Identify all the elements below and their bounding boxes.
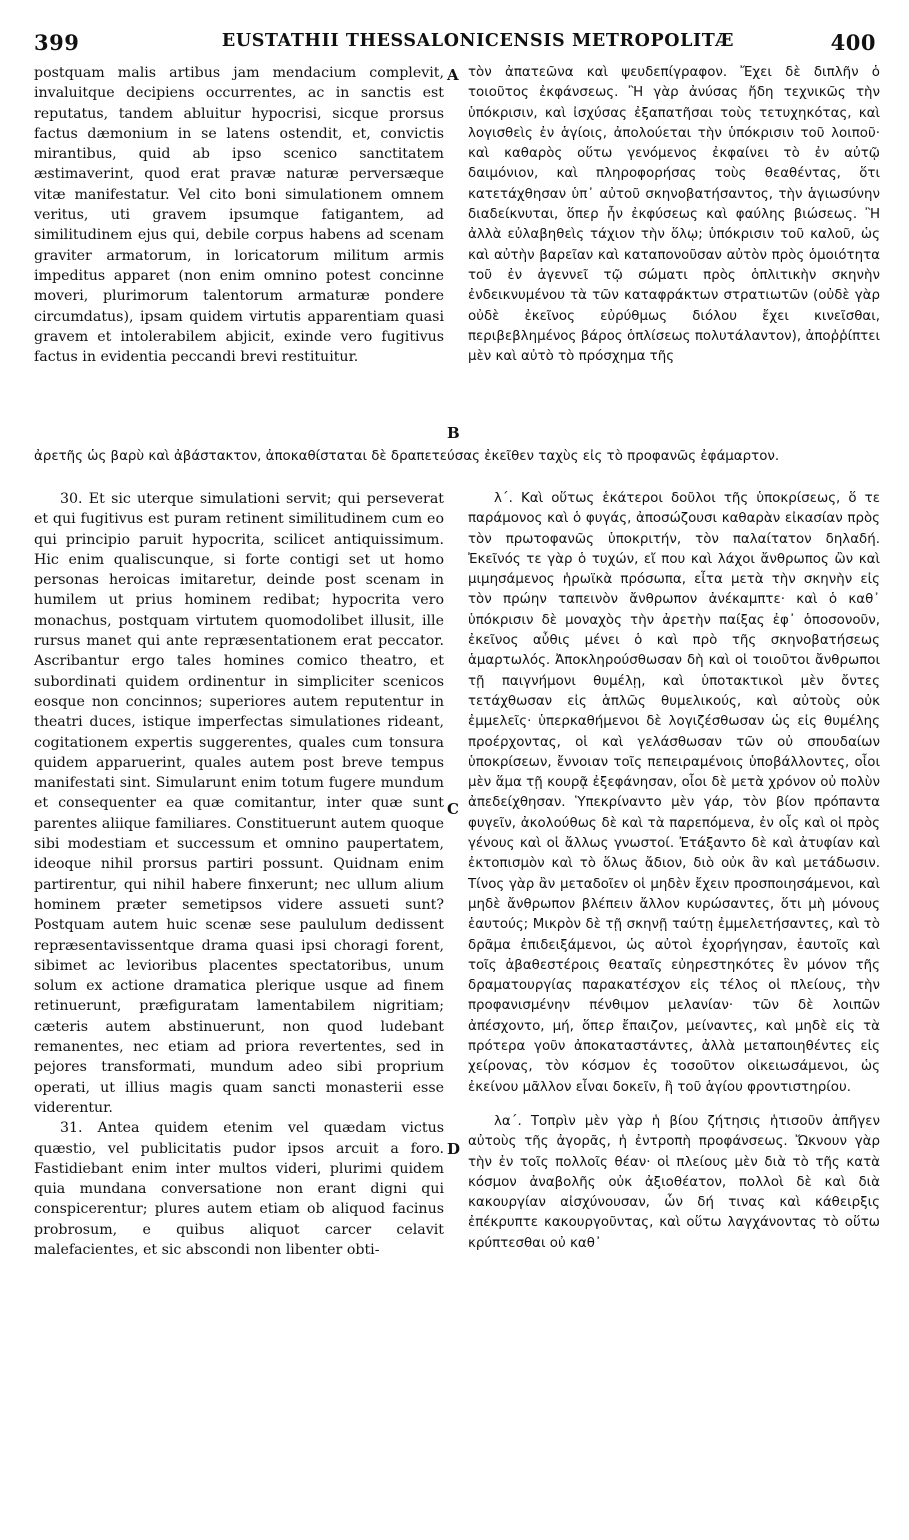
greek-section-31: λα΄. Τοπρὶν μὲν γὰρ ἡ βίου ζήτησις ἡτισοῦν ἀπῆγεν αὐτοὺς τῆς ἀγορᾶς, ἡ ἐντροπὴ προφάνσεως. Ὤκνουν γὰρ τὴν ἐν τοῖς πολλοῖς θέαν· οἱ πλείους μὲν διὰ τὸ τῆς κατὰ κόσμον ἀναβολῆς οὐκ ἀξιοθέατον, πολλοὶ δὲ καὶ διὰ κακουργίαν αἰσχύνουσαν, ὧν δή τινας καὶ κάθειρξις ἐπέκρυπτε κακουργοῦντας, καὶ οὕτω λαγχάνοντας τὸ οὕτω κρύπτεσθαι οὐ καθ᾽ bbox=[468, 1113, 880, 1251]
latin-section-31: 31. Antea quidem etenim vel quædam victus quæstio, vel publicitatis pudor ipsos arcuit a foro. Fastidiebant enim inter multos videri, plurimi quidem quia mundana conversatione non erant digni qui conspicerentur; plures autem etiam ob aliquod facinus probrosum, e quibus aliquot carcer celavit malefacientes, et sic abscondi non libenter obti- bbox=[34, 1120, 444, 1258]
running-title: EUSTATHII THESSALONICENSIS METROPOLITÆ bbox=[221, 31, 735, 51]
greek-column-bottom bbox=[468, 489, 880, 1254]
margin-letter-d: D bbox=[447, 1140, 461, 1158]
page-number-right: 400 bbox=[830, 30, 876, 55]
greek-span-text: ἀρετῆς ὡς βαρὺ καὶ ἀβάστακτον, ἀποκαθίσταται δὲ δραπετεύσας ἐκεῖθεν ταχὺς εἰς τὸ προφανῶς ἐφάμαρτον. bbox=[34, 449, 780, 464]
latin-paragraph: postquam malis artibus jam mendacium complevit, invaluitque decipiens occurrentes, ac in sanctis est reputatus, tandem abluitur hypocrisi, sicque prorsus factus dæmonium in se latens ostendit, et, convictis mirantibus, quid ab ipso scenico sanctitatem æstimaverint, quod erat pravæ naturæ perversæque vitæ manifestatur. Vel cito boni simulationem omnem veritus, uti gravem ipsumque fatigantem, ad similitudinem ejus qui, debile corpus habens ad scenam graviter armatorum, in loricatorum militum armis impeditus apparet (non enim omnino potest concinne moveri, plurimorum talentorum armaturæ pondere circumdatus), ipsam quidem virtutis apparentiam quasi gravem et intolerabilem abjicit, exinde vero fugitivus factus in evidentia peccandi brevi restituitur. bbox=[34, 65, 444, 366]
latin-column-bottom bbox=[34, 489, 444, 1260]
margin-letter-b: B bbox=[447, 424, 460, 442]
margin-letter-a: A bbox=[447, 66, 459, 84]
page-number-left: 399 bbox=[34, 30, 80, 55]
margin-letter-c: C bbox=[447, 800, 459, 818]
page-header bbox=[28, 30, 880, 60]
greek-column-top bbox=[468, 63, 880, 367]
greek-paragraph: τὸν ἀπατεῶνα καὶ ψευδεπίγραφον. Ἔχει δὲ διπλῆν ὁ τοιοῦτος ἐκφάνσεως. Ἢ γὰρ ἀνύσας ἤδη τεχνικῶς τὴν ὑπόκρισιν, καὶ ἰσχύσας ἐξαπατῆσαι τοὺς τετυχηκότας, καὶ λογισθεὶς ἐν ἁγίοις, ἀπολούεται τὴν ὑπόκρισιν τοῦ λοιποῦ· καὶ καθαρὸς οὕτω γενόμενος ἐκφαίνει τὸ ἐν αὐτῷ δαιμόνιον, καὶ πληροφορήσας τοὺς θεαθέντας, ὅτι κατετάχθησαν ὑπ᾽ αὐτοῦ σκηνοβατήσαντος, τὴν ἁγιωσύνην διαδείκνυται, ὅπερ ἦν ἐκφύσεως καὶ φαύλης βιώσεως. Ἢ ἀλλὰ εὐλαβηθεὶς τάχιον τὴν ὅλῳ; ὑπόκρισιν τοῦ καλοῦ, ὡς καὶ αὐτὴν βαρεῖαν καὶ καταπονοῦσαν αὐτὸν πρὸς ὁμοιότητα τοῦ ἐν ἀγεννεῖ τῷ σώματι πρὸς ὁπλιτικὴν σκηνὴν ἐνδεικνυμένου τὰ τῶν καταφράκτων στρατιωτῶν (οὐδὲ γὰρ οὐδὲ ἐκεῖνος εὐρύθμως διόλου ἔχει κινεῖσθαι, περιβεβλημένος βάρος ὁπλίσεως πολυτάλαντον), ἀποῤῥίπτει μὲν καὶ αὐτὸ τὸ πρόσχημα τῆς bbox=[468, 65, 880, 365]
greek-section-30: λ΄. Καὶ οὕτως ἑκάτεροι δοῦλοι τῆς ὑποκρίσεως, ὅ τε παράμονος καὶ ὁ φυγάς, ἀποσώζουσι καθαρὰν εἰκασίαν πρὸς τὸν πρωτοφανῶς ὑποκριτήν, τὸν παλαίτατον δηλαδή. Ἐκεῖνός τε γὰρ ὁ τυχών, εἴ που καὶ λάχοι ἄνθρωπος ὢν καὶ μιμησάμενος ἡρωϊκὰ πρόσωπα, εἶτα μετὰ τὴν σκηνὴν εἰς τὸν πρώην ταπεινὸν ἄνθρωπον ἀνέκαμπτε· καὶ ὁ καθ᾽ ὑπόκρισιν δὲ μοναχὸς τὴν ἀρετὴν παίξας ἐφ᾽ ὁποσονοῦν, ἐκεῖνος αὖθις μένει ὁ καὶ πρὸ τῆς σκηνοβατήσεως ἁμαρτωλός. Ἀποκληρούσθωσαν δὴ καὶ οἱ τοιοῦτοι ἄνθρωποι τῇ παιγνήμονι θυμέλῃ, καὶ ὑποτακτικοὶ μὲν ὄντες τετάχθωσαν εἰς ἁπλῶς θυμελικούς, καὶ αὐτοὺς οὐκ ἐμμελεῖς· ὑπερκαθήμενοι δὲ λογιζέσθωσαν ὡς εἰς θυμέλης προέρχοντας, οἱ καὶ γελάσθωσαν τῶν οὐ σπουδαίων ὑποκρίσεων, ἔννοιαν τοῖς πεπειραμένοις ὑποβάλλοντες, οἷοι μὲν ἅμα τῇ κουρᾷ ἐξεφάνησαν, οἷοι δὲ μετὰ χρόνον οὐ πολὺν ἀπεδείχθησαν. Ὑπεκρίναντο μὲν γάρ, τὸν βίον πρόπαντα φυγεῖν, ἀκολούθως δὲ καὶ τὰ παρεπόμενα, ἐν οἷς καὶ οἱ πρὸς γένους καὶ οἱ ἄλλως γνωστοί. Ἐτάξαντο δὲ καὶ ἀτυφίαν καὶ ἐκτοπισμὸν καὶ τὸ ὅλως ἄδιον, διὸ οὐκ ἂν καὶ μετάδωσιν. Τίνος γὰρ ἂν μεταδοῖεν οἱ μηδὲν ἔχειν προσποιησάμενοι, καὶ μηδὲ ἄνθρωπον βλέπειν ἄλλον κυρώσαντες, ὅτι μὴ μόνους ἑαυτούς; Μικρὸν δὲ τῇ σκηνῇ ταύτῃ ἐμμελετήσαντες, καὶ τὸ δρᾶμα ἐπιδειξάμενοι, ὡς αὐτοὶ ἐχορήγησαν, ἑαυτοῖς καὶ τοῖς ἀβαθεστέροις θεαταῖς εὐηρεστηκότες ἓν μόνον τῆς δραματουργίας παρακατέσχον εἰς τέλος οἱ πλείους, τὴν προφανισμένην πένθιμον μελανίαν· τῶν δὲ λοιπῶν ἀπέσχοντο, μή, ὅπερ ἔπαιζον, μείναντες, καὶ μηδὲ εἰς τὰ πρότερα γοῦν ἀποκαταστάντες, ἀλλὰ μεταποιηθέντες εἰς χείρονας, τὸν κόσμον ἐς τοσοῦτον οἰκειωσάμενοι, ὡς ἐκείνου μᾶλλον εἶναι δοκεῖν, ἢ τοῦ ἁγίου φροντιστηρίου. bbox=[468, 491, 880, 1095]
latin-column-top bbox=[34, 63, 444, 367]
greek-spanning-line bbox=[34, 447, 880, 467]
latin-section-30: 30. Et sic uterque simulationi servit; qui perseverat et qui fugitivus est puram retinent similitudinem cum eo qui principio paruit hypocrita, scilicet antiquissimum. Hic enim qualiscunque, si forte contigi set ut homo personas heroicas imitaretur, deinde post scenam in humilem ut prius hominem redibat; hypocrita vero monachus, postquam virtutem quomodolibet illusit, ille rursus manet qui ante repræsentationem erat peccator. Ascribantur ergo tales homines comico theatro, et subordinati quidem ordinentur in simpliciter scenicos eosque non concinnos; superiores autem reputentur in theatri duces, istique imperfectas simulationes rideant, cogitationem expertis suggerentes, quales cum tonsura quidem apparuerint, quales autem post breve tempus manifestati sint. Simularunt enim totum fugere mundum et consequenter ea quæ comitantur, inter quæ sunt parentes aliique familiares. Constituerunt autem quoque sibi modestiam et successum et omnino paupertatem, ideoque nihil prorsus partiri possunt. Quidnam enim partirentur, qui nihil habere finxerunt; nec ullum alium hominem præter semetipsos videre assueti sunt? Postquam autem huic scenæ sese paululum dedissent repræsentavissentque drama quasi ipsi choragi forent, sibimet ac levioribus placentes spectatoribus, unum solum ex actione dramatica plerique usque ad finem retinuerunt, præfiguratam lamentabilem nigritiam; cæteris autem abstinuerunt, non quod ludebant remanentes, nec etiam ad priora revertentes, sed in pejores transformati, mundum adeo sibi proprium operati, ut illius magis quam sancti monasterii esse viderentur. bbox=[34, 491, 444, 1116]
